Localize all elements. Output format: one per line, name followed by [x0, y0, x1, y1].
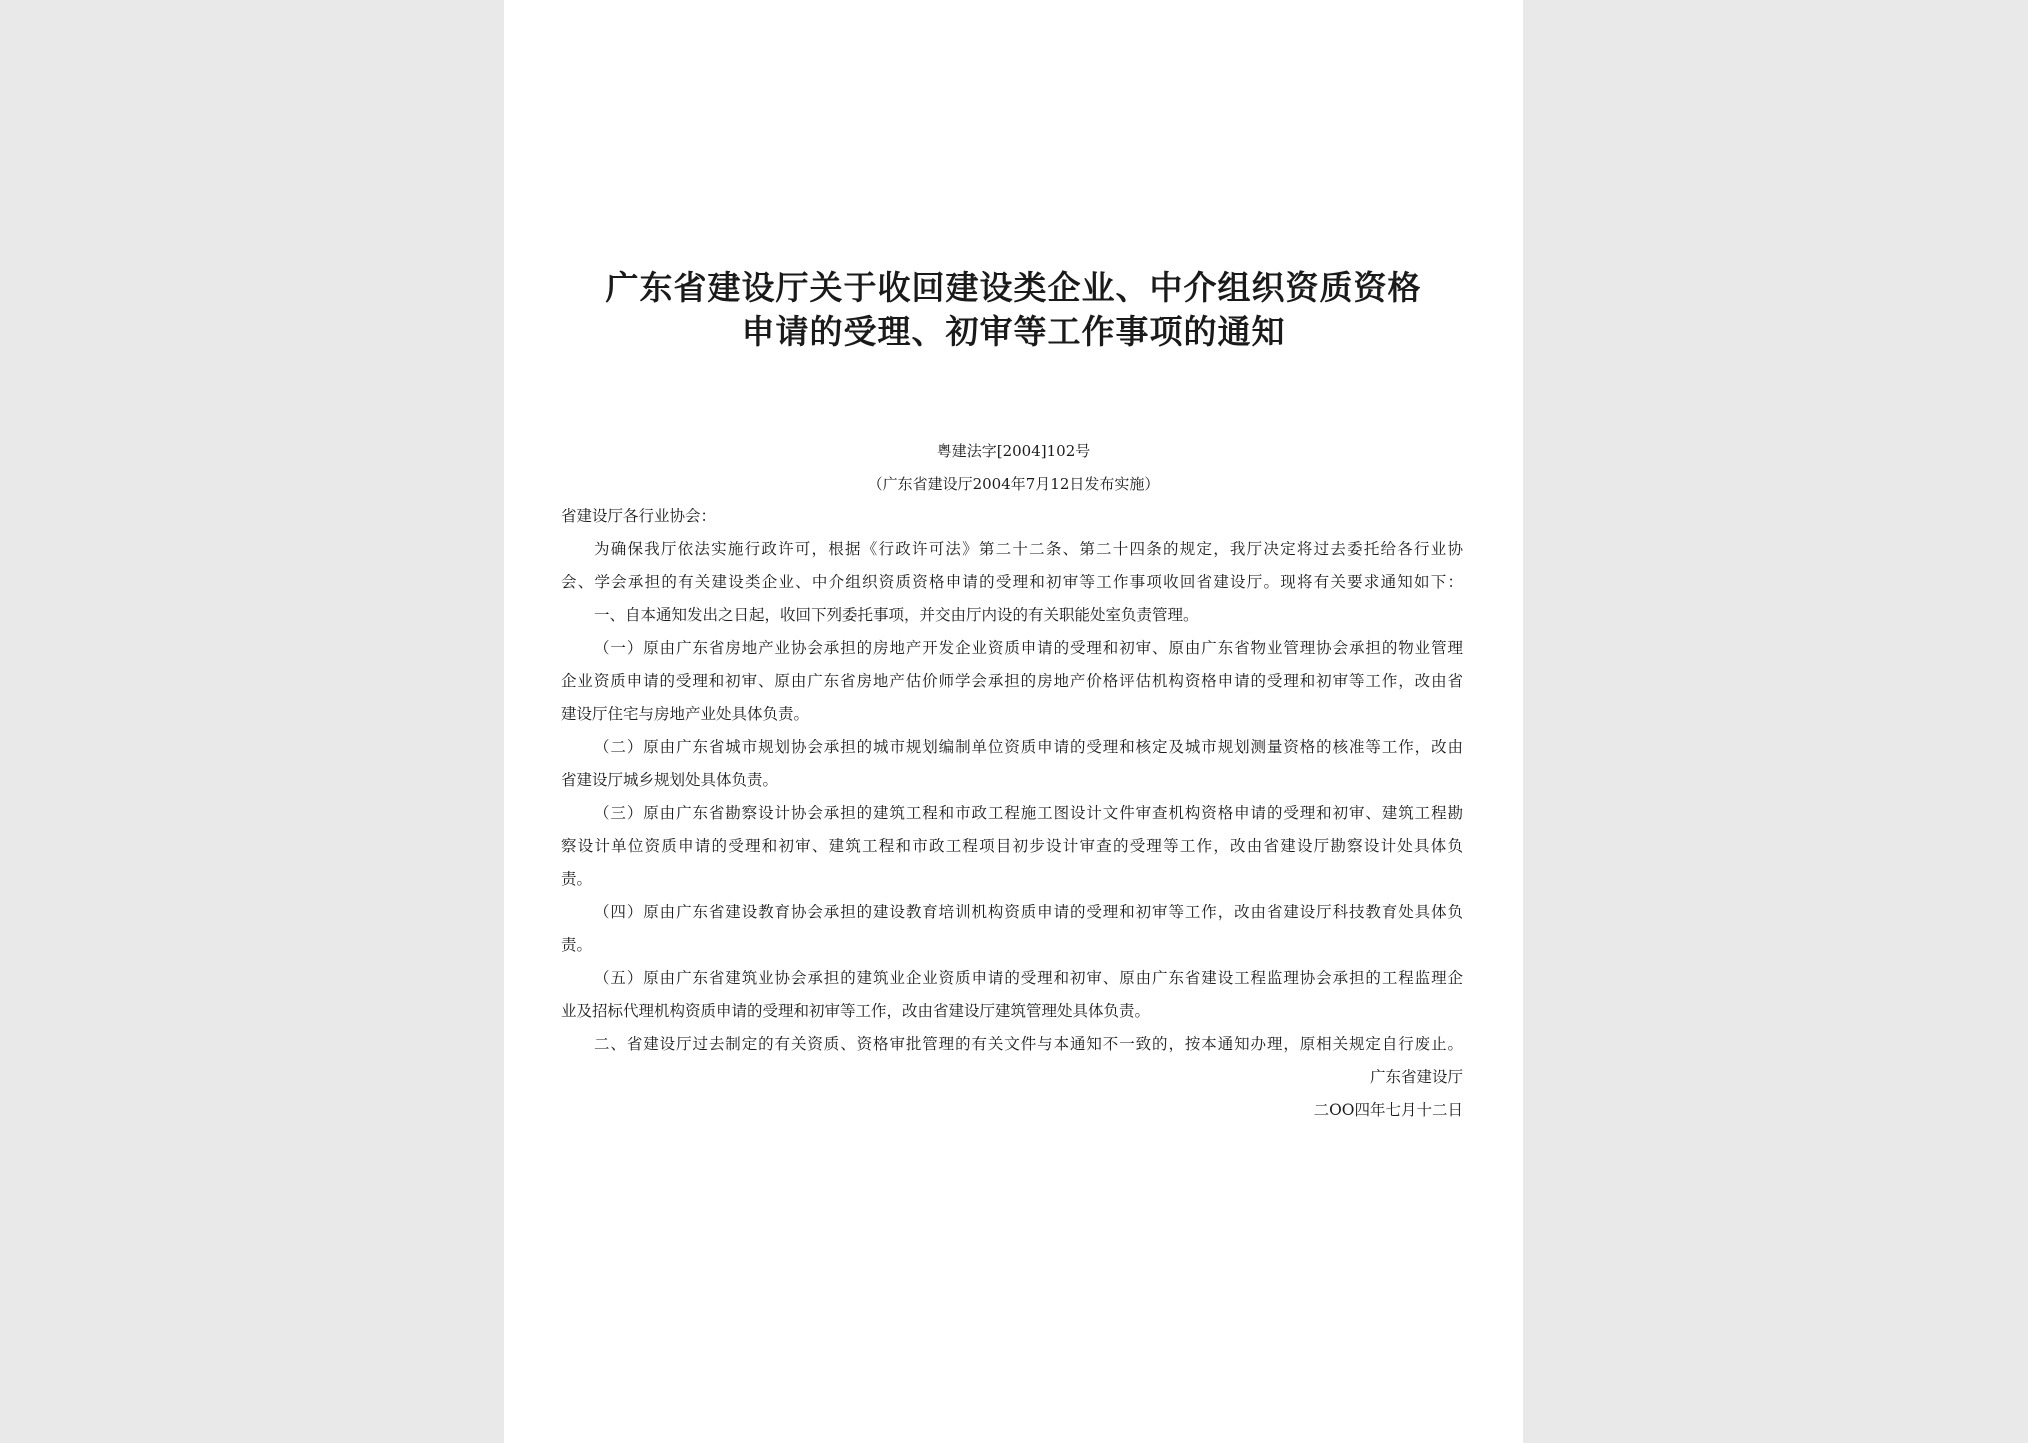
- body-line: 省建设厅城乡规划处具体负责。: [561, 771, 779, 789]
- body-line: 企业资质申请的受理和初审、原由广东省房地产估价师学会承担的房地产价格评估机构资格申请的受理和初审等工作，改由省: [561, 672, 1463, 690]
- body-line: （二）原由广东省城市规划协会承担的城市规划编制单位资质申请的受理和核定及城市规划测量资格的核准等工作，改由: [594, 738, 1463, 756]
- body-line: 责。: [561, 936, 593, 954]
- document-number: 粤建法字[2004]102号: [936, 442, 1091, 460]
- body-line: （三）原由广东省勘察设计协会承担的建筑工程和市政工程施工图设计文件审查机构资格申请的受理和初审、建筑工程勘: [594, 804, 1463, 822]
- body-line: 察设计单位资质申请的受理和初审、建筑工程和市政工程项目初步设计审查的受理等工作，改由省建设厅勘察设计处具体负: [561, 837, 1463, 855]
- body-line: 会、学会承担的有关建设类企业、中介组织资质资格申请的受理和初审等工作事项收回省建设厅。现将有关要求通知如下：: [561, 573, 1463, 591]
- body-line: 建设厅住宅与房地产业处具体负责。: [561, 705, 810, 723]
- body-line: 一、自本通知发出之日起，收回下列委托事项，并交由厅内设的有关职能处室负责管理。: [594, 606, 1199, 624]
- document-title-line-2: 申请的受理、初审等工作事项的通知: [741, 312, 1286, 351]
- body-line: 二、省建设厅过去制定的有关资质、资格审批管理的有关文件与本通知不一致的，按本通知办理，原相关规定自行废止。: [594, 1035, 1463, 1053]
- body-line: （五）原由广东省建筑业协会承担的建筑业企业资质申请的受理和初审、原由广东省建设工程监理协会承担的工程监理企: [594, 969, 1463, 987]
- document-title-line-1: 广东省建设厅关于收回建设类企业、中介组织资质资格: [605, 268, 1422, 307]
- publication-info: （广东省建设厅2004年7月12日发布实施）: [867, 475, 1160, 493]
- body-line: （一）原由广东省房地产业协会承担的房地产开发企业资质申请的受理和初审、原由广东省物业管理协会承担的物业管理: [594, 639, 1463, 657]
- body-line: （四）原由广东省建设教育协会承担的建设教育培训机构资质申请的受理和初审等工作，改由省建设厅科技教育处具体负: [594, 903, 1463, 921]
- body-line: 责。: [561, 870, 593, 888]
- body-line: 为确保我厅依法实施行政许可，根据《行政许可法》第二十二条、第二十四条的规定，我厅决定将过去委托给各行业协: [594, 540, 1463, 558]
- signature-date: 二OO四年七月十二日: [1313, 1101, 1463, 1119]
- salutation: 省建设厅各行业协会：: [561, 507, 717, 525]
- document-page: [504, 0, 1523, 1443]
- signature-org: 广东省建设厅: [1369, 1068, 1463, 1086]
- body-line: 业及招标代理机构资质申请的受理和初审等工作，改由省建设厅建筑管理处具体负责。: [561, 1002, 1151, 1020]
